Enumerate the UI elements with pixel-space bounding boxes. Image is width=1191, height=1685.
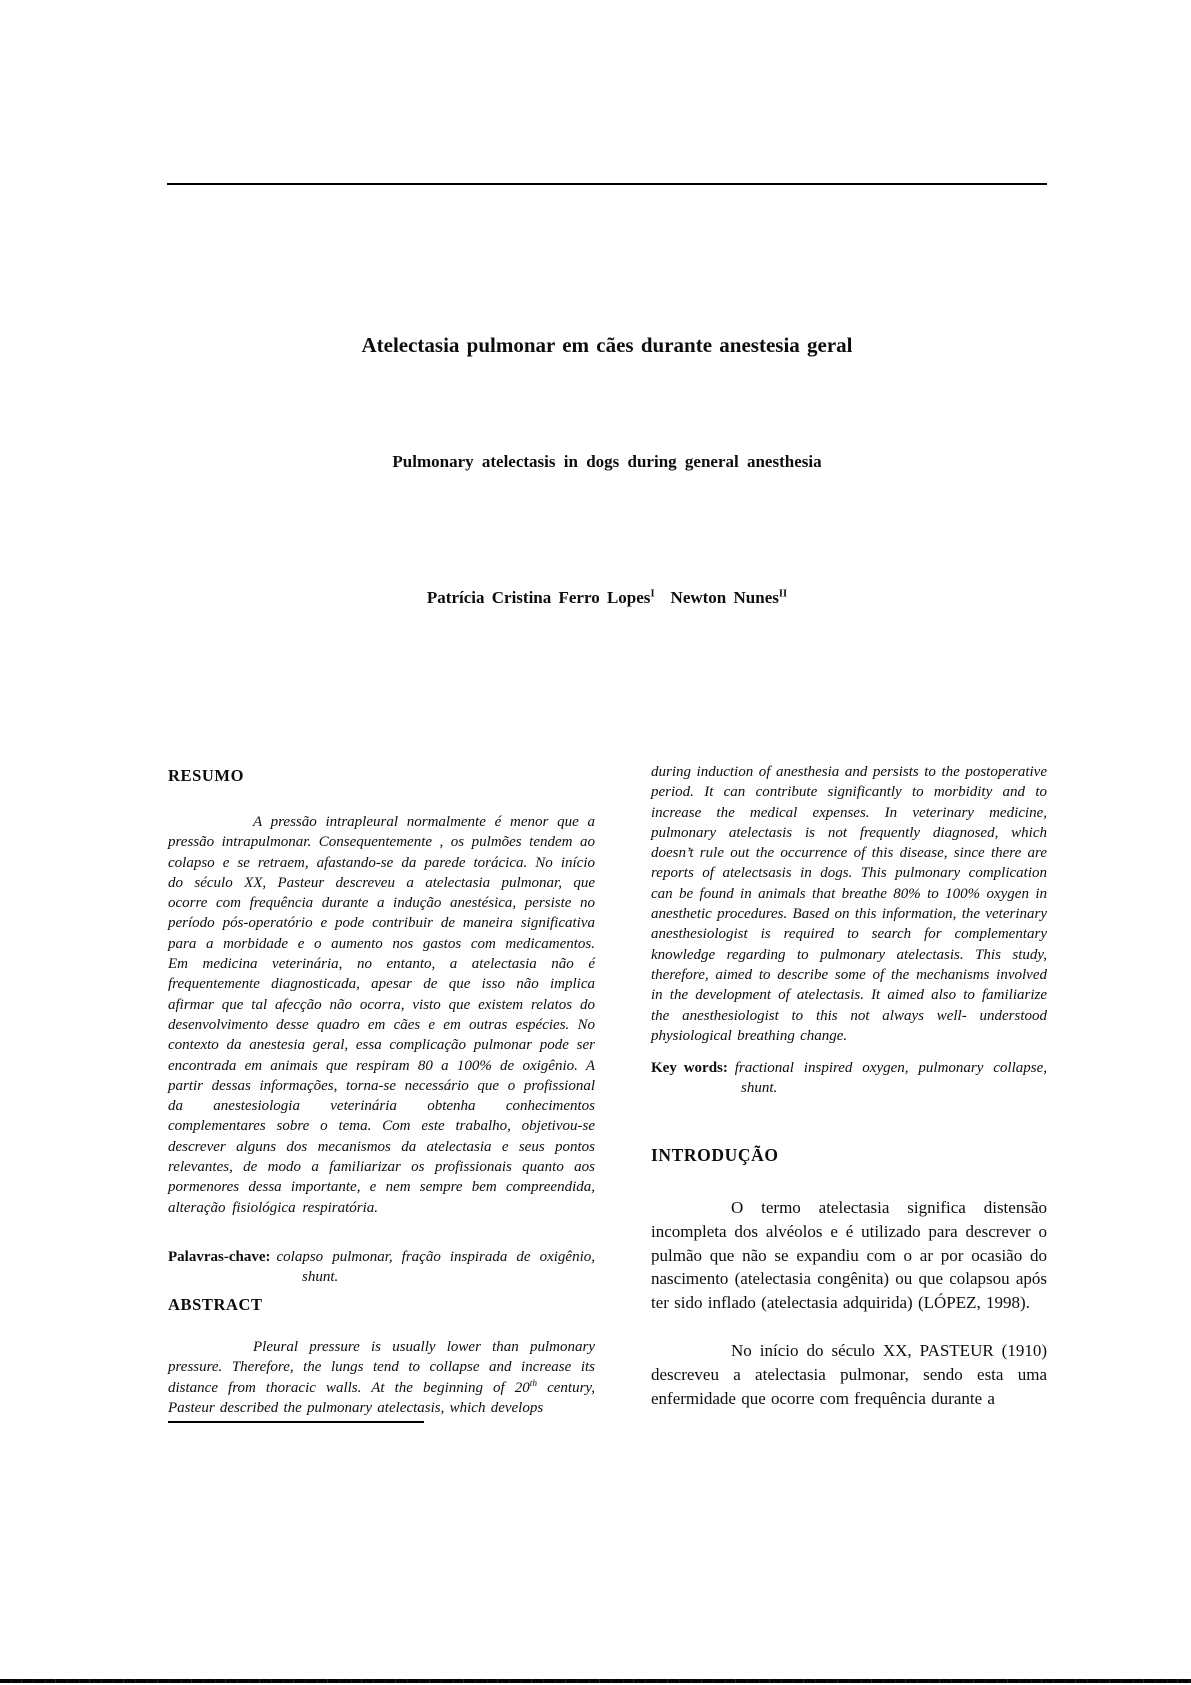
- palavras-chave-value: colapso pulmonar, fração inspirada de oxigênio, shunt.: [276, 1249, 595, 1286]
- introduction-paragraph-2: No início do século XX, PASTEUR (1910) descreveu a atelectasia pulmonar, sendo esta uma enfermidade que ocorre com frequência durante a: [651, 1341, 1047, 1408]
- palavras-chave-label: Palavras-chave:: [168, 1249, 271, 1265]
- abstract-paragraph: [168, 1337, 595, 1418]
- author-1-affiliation-mark: I: [650, 588, 655, 600]
- resumo-heading: RESUMO: [168, 766, 245, 785]
- authors-line: [167, 588, 1047, 608]
- key-words-label: Key words:: [651, 1060, 728, 1076]
- abstract-continuation-paragraph: during induction of anesthesia and persists to the postoperative period. It can contribute significantly to morbidity and to increase the medical expenses. In veterinary medicine, pulmonary atelectasis is not frequently diagnosed, which doesn’t rule out the occurrence of this disease, since there are reports of atelectsasis in dogs. This pulmonary complication can be found in animals that breathe 80% to 100% oxygen in anesthetic procedures. Based on this information, the veterinary anesthesiologist is required to search for complementary knowledge regarding to pulmonary atelectasis. This study, therefore, aimed to describe some of the mechanisms involved in the development of atelectasis. It aimed also to familiarize the anesthesiologist to this not always well- understood physiological breathing change.: [651, 764, 1047, 1044]
- introduction-paragraph-1: O termo atelectasia significa distensão incompleta dos alvéolos e é utilizado para descrever o pulmão que não se expandiu com o ar por ocasião do nascimento (atelectasia congênita) ou que colapsou após ter sido inflado (atelectasia adquirida) (LÓPEZ, 1998).: [651, 1198, 1047, 1313]
- ordinal-superscript: th: [529, 1378, 538, 1389]
- key-words-value: fractional inspired oxygen, pulmonary collapse, shunt.: [734, 1060, 1048, 1097]
- right-column: [651, 762, 1047, 1410]
- introducao-heading: INTRODUÇÃO: [651, 1145, 779, 1165]
- abstract-text-after-superscript: century, Pasteur described the pulmonary atelectasis, which develops: [168, 1379, 596, 1416]
- header-rule: [167, 183, 1047, 185]
- resumo-paragraph: A pressão intrapleural normalmente é menor que a pressão intrapulmonar. Consequentemente , os pulmões tendem ao colapso e se retraem, afastando-se da parede torácica. No início do século XX, Pasteur descreveu a atelectasia pulmonar, que ocorre com frequência durante a indução anestésica, persiste no período pós-operatório e pode contribuir de maneira significativa para a morbidade e o aumento nos gastos com medicamentos. Em medicina veterinária, no entanto, a atelectasia não é frequentemente diagnosticada, apesar de que isso não implica afirmar que tal afecção não ocorra, visto que existem relatos do desenvolvimento desse quadro em cães e em outras espécies. No contexto da anestesia geral, essa complicação pulmonar pode ser encontrada em animais que respiram 80 a 100% de oxigênio. A partir dessas informações, torna-se necessário que o profissional da anestesiologia veterinária obtenha conhecimentos complementares sobre o tema. Com este trabalho, objetivou-se descrever alguns dos mecanismos da atelectasia e seus pontos relevantes, de modo a familiarizar os profissionais quanto aos pormenores dessa importante, e nem sempre bem compreendida, alteração fisiológica respiratória.: [168, 814, 595, 1216]
- author-2-name: Newton Nunes: [670, 588, 779, 607]
- abstract-text-before-superscript: Pleural pressure is usually lower than pulmonary pressure. Therefore, the lungs tend to collapse and increase its distance from thoracic walls. At the beginning of 20: [168, 1339, 595, 1396]
- author-1-name: Patrícia Cristina Ferro Lopes: [426, 588, 651, 607]
- article-title-portuguese: Atelectasia pulmonar em cães durante anestesia geral: [361, 333, 853, 357]
- page-bottom-scan-line: [0, 1679, 1191, 1683]
- article-title-english: Pulmonary atelectasis in dogs during general anesthesia: [392, 452, 822, 471]
- palavras-chave-line: [168, 1247, 595, 1288]
- author-2-affiliation-mark: II: [778, 588, 788, 600]
- key-words-line: [651, 1058, 1047, 1099]
- left-column: [168, 766, 595, 1418]
- abstract-heading: ABSTRACT: [168, 1295, 263, 1314]
- footnote-rule: [168, 1421, 424, 1423]
